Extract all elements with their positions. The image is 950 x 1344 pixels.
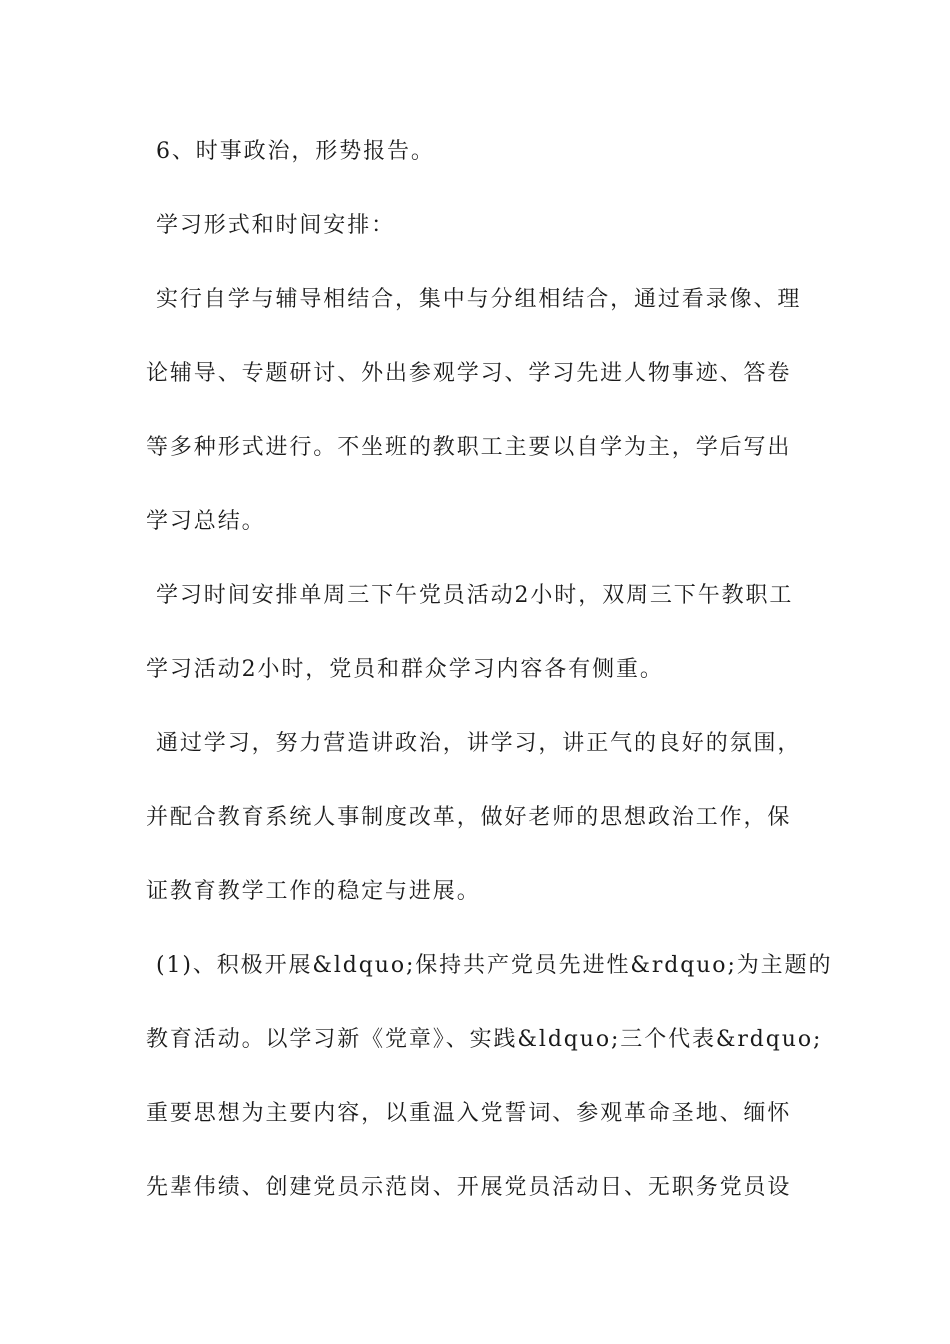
text-line: (1)、积极开展&ldquo;保持共产党员先进性&rdquo;为主题的 bbox=[156, 953, 833, 978]
text-line: 学习总结。 bbox=[146, 509, 266, 534]
text-line: 学习活动2小时，党员和群众学习内容各有侧重。 bbox=[146, 657, 664, 682]
text-line: 论辅导、专题研讨、外出参观学习、学习先进人物事迹、答卷 bbox=[146, 361, 792, 386]
text-line: 6、时事政治，形势报告。 bbox=[156, 139, 435, 164]
text-line: 学习形式和时间安排： bbox=[156, 213, 396, 238]
text-line: 等多种形式进行。不坐班的教职工主要以自学为主，学后写出 bbox=[146, 435, 792, 460]
text-line: 并配合教育系统人事制度改革，做好老师的思想政治工作，保 bbox=[146, 805, 792, 830]
text-line: 学习时间安排单周三下午党员活动2小时，双周三下午教职工 bbox=[156, 583, 794, 608]
text-line: 重要思想为主要内容，以重温入党誓词、参观革命圣地、缅怀 bbox=[146, 1101, 792, 1126]
text-line: 证教育教学工作的稳定与进展。 bbox=[146, 879, 481, 904]
text-line: 先辈伟绩、创建党员示范岗、开展党员活动日、无职务党员设 bbox=[146, 1175, 792, 1200]
text-line: 实行自学与辅导相结合，集中与分组相结合，通过看录像、理 bbox=[156, 287, 802, 312]
document-body bbox=[146, 130, 833, 1240]
text-line: 通过学习，努力营造讲政治，讲学习，讲正气的良好的氛围， bbox=[156, 731, 802, 756]
text-line: 教育活动。以学习新《党章》、实践&ldquo;三个代表&rdquo; bbox=[146, 1027, 823, 1052]
